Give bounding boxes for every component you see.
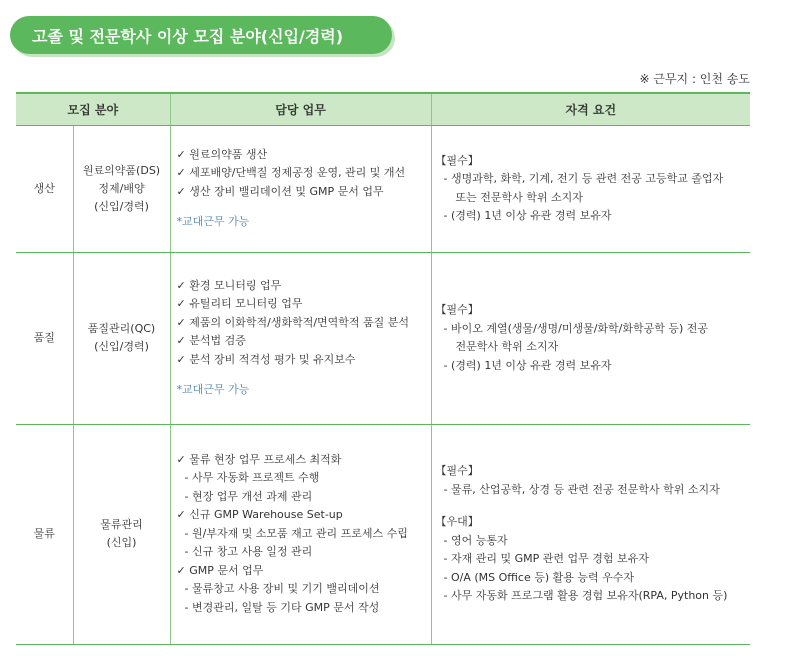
requirement-item: - (경력) 1년 이상 유관 경력 보유자 xyxy=(443,358,612,372)
subcategory-line: (신입) xyxy=(106,536,137,549)
header-duties: 담당 업무 xyxy=(170,93,431,125)
preferred-item: - 자재 관리 및 GMP 관련 업무 경험 보유자 xyxy=(443,552,649,566)
duty-subitem: - 변경관리, 일탈 등 기타 GMP 문서 작성 xyxy=(184,600,380,614)
duty-item: ✓ 분석법 검증 xyxy=(176,334,246,347)
category-cell: 물류 xyxy=(16,424,73,644)
duty-subitem: - 신규 창고 사용 일정 관리 xyxy=(184,545,313,559)
preferred-item: - 사무 자동화 프로그램 활용 경험 보유자(RPA, Python 등) xyxy=(443,589,728,603)
section-title-banner xyxy=(10,16,392,54)
requirements-cell xyxy=(431,252,750,424)
duty-subitem: - 사무 자동화 프로젝트 수행 xyxy=(184,471,320,485)
category-cell: 품질 xyxy=(16,252,73,424)
duty-item: ✓ 환경 모니터링 업무 xyxy=(176,278,282,292)
duty-item: ✓ 세포배양/단백질 정제공정 운영, 관리 및 개선 xyxy=(176,166,406,179)
header-field: 모집 분야 xyxy=(16,93,170,125)
requirement-item: - 생명과학, 화학, 기계, 전기 등 관련 전공 고등학교 졸업자 xyxy=(443,172,724,185)
requirement-item: - (경력) 1년 이상 유관 경력 보유자 xyxy=(443,209,612,222)
duty-item: ✓ 분석 장비 적격성 평가 및 유지보수 xyxy=(176,352,356,366)
duties-cell xyxy=(170,125,431,252)
subcategory-cell xyxy=(73,252,170,424)
duty-item: ✓ 제품의 이화학적/생화학적/면역학적 품질 분석 xyxy=(176,315,410,329)
requirements-cell xyxy=(431,424,750,644)
subcategory-line: 원료의약품(DS) xyxy=(82,163,161,177)
duty-item: ✓ 원료의약품 생산 xyxy=(176,147,268,161)
duty-item: ✓ GMP 문서 업무 xyxy=(176,563,264,577)
table-row xyxy=(16,252,750,424)
requirement-item: 또는 전문학사 학위 소지자 xyxy=(455,190,583,204)
section-title: 고졸 및 전문학사 이상 모집 분야(신입/경력) xyxy=(32,26,344,46)
required-title: 【필수】 xyxy=(435,464,479,478)
duty-item: ✓ 신규 GMP Warehouse Set-up xyxy=(176,508,343,522)
subcategory-line: 물류관리 xyxy=(100,518,143,531)
subcategory-cell xyxy=(73,424,170,644)
preferred-item: - O/A (MS Office 등) 활용 능력 우수자 xyxy=(443,570,635,584)
requirement-item: - 물류, 산업공학, 상경 등 관련 전공 전문학사 학위 소지자 xyxy=(443,482,720,496)
preferred-title: 【우대】 xyxy=(435,515,479,529)
duty-item: ✓ 생산 장비 밸리데이션 및 GMP 문서 업무 xyxy=(176,184,384,198)
table-header-row xyxy=(16,93,750,125)
requirement-item: 전문학사 학위 소지자 xyxy=(455,340,559,353)
duty-subitem: - 원/부자재 및 소모품 재고 관리 프로세스 수립 xyxy=(184,526,408,540)
subcategory-line: (신입/경력) xyxy=(94,199,149,213)
subcategory-line: 품질관리(QC) xyxy=(87,322,156,335)
subcategory-cell xyxy=(73,125,170,252)
category-cell: 생산 xyxy=(16,125,73,252)
shift-note: *교대근무 가능 xyxy=(176,215,250,228)
subcategory-line: 정제/배양 xyxy=(98,181,145,195)
preferred-item: - 영어 능통자 xyxy=(443,533,508,547)
table-row xyxy=(16,424,750,644)
requirements-cell xyxy=(431,125,750,252)
required-title: 【필수】 xyxy=(435,153,479,167)
work-location-note: ※ 근무지 : 인천 송도 xyxy=(639,72,750,86)
required-title: 【필수】 xyxy=(435,303,479,316)
header-requirements: 자격 요건 xyxy=(431,93,750,125)
duty-item: ✓ 유틸리티 모니터링 업무 xyxy=(176,297,303,310)
table-row xyxy=(16,125,750,252)
requirement-item: - 바이오 계열(생물/생명/미생물/화학/화학공학 등) 전공 xyxy=(443,321,709,335)
recruitment-table xyxy=(16,92,750,645)
duty-subitem: - 현장 업무 개선 과제 관리 xyxy=(184,489,313,503)
shift-note: *교대근무 가능 xyxy=(176,383,250,396)
subcategory-line: (신입/경력) xyxy=(94,340,149,353)
duties-cell xyxy=(170,424,431,644)
duty-item: ✓ 물류 현장 업무 프로세스 최적화 xyxy=(176,452,342,466)
duty-subitem: - 물류창고 사용 장비 및 기기 밸리데이션 xyxy=(184,582,380,596)
duties-cell xyxy=(170,252,431,424)
